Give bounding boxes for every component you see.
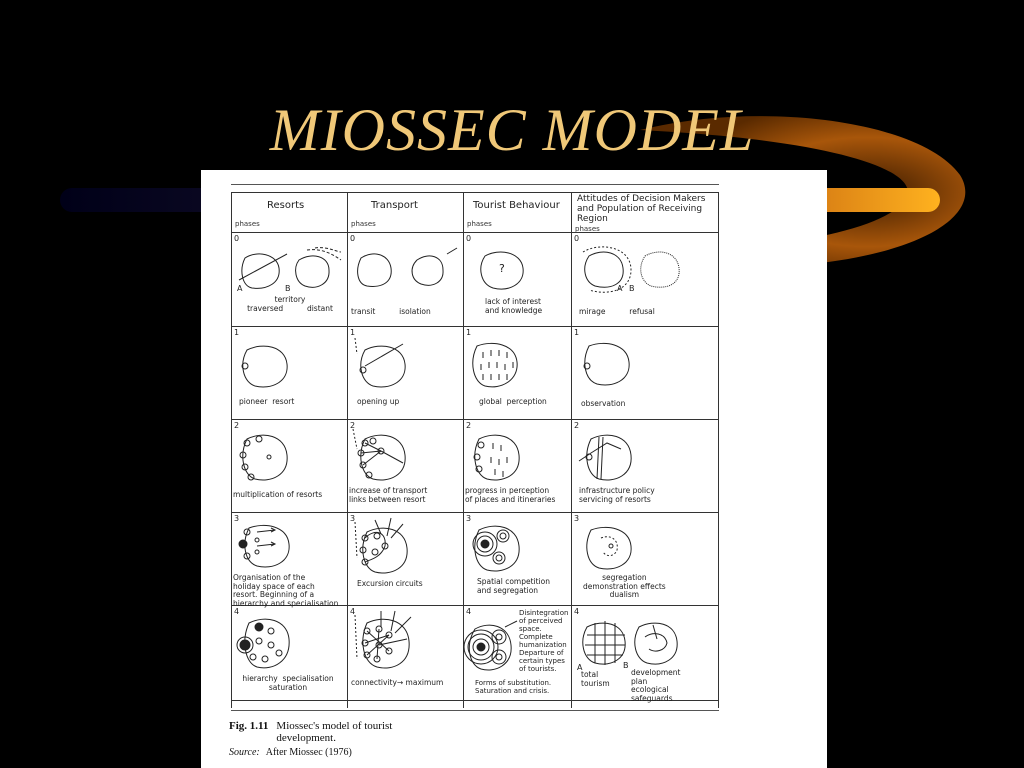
cell-caption: progress in perception of places and itineraries [465,486,556,504]
island-sketch [477,248,537,294]
label-b: B [285,284,291,293]
island-sketch [237,431,297,485]
island-sketch [581,524,641,574]
header-tourist-behaviour: Tourist Behaviour [473,200,560,211]
cell-caption: territory traversed distant [247,295,333,313]
island-sketch [351,518,421,578]
label-b: B [623,661,629,670]
cell-caption: infrastructure policy servicing of resorts [579,486,655,504]
cell-attitudes-0 [571,232,718,326]
island-sketch [235,615,305,673]
cell-caption: pioneer resort [239,397,295,406]
label-a: A [617,284,623,293]
cell-resorts-0 [231,232,347,326]
cell-tourist-0 [463,232,571,326]
phase-number: 2 [466,421,472,430]
phase-number: 3 [466,514,472,523]
phase-number: 0 [574,234,580,243]
cell-transport-3 [347,512,463,605]
island-sketch [577,431,647,485]
cell-resorts-4 [231,605,347,700]
phase-number: 1 [234,328,240,337]
header-resorts: Resorts [267,200,305,211]
cell-attitudes-4 [571,605,718,703]
cell-caption: lack of interest and knowledge [485,297,543,315]
cell-transport-0 [347,232,463,326]
phases-label: phases [235,220,260,228]
cell-caption: mirage refusal [579,307,655,316]
island-sketch [467,522,537,576]
question-mark: ? [499,262,505,275]
cell-attitudes-1 [571,326,718,419]
cell-resorts-3 [231,512,347,608]
phase-number: 4 [234,607,240,616]
cell-resorts-2 [231,419,347,512]
cell-caption-secondary: development plan ecological safeguards [631,668,681,703]
island-sketch [353,248,457,298]
label-a: A [577,663,583,672]
cell-caption: Organisation of the holiday space of each resort. Beginning of a hierarchy and specialisation [233,573,339,608]
cell-caption: connectivity→ maximum [351,678,444,687]
phase-number: 1 [466,328,472,337]
cell-transport-4 [347,605,463,700]
island-sketch [581,340,641,390]
phases-label: phases [467,220,492,228]
phases-label: phases [575,225,600,233]
label-b: B [629,284,635,293]
cell-tourist-3 [463,512,571,605]
phase-number: 0 [234,234,240,243]
source-text: After Miossec (1976) [265,747,352,758]
island-sketch [469,340,529,392]
cell-transport-1 [347,326,463,419]
phase-number: 3 [234,514,240,523]
cell-attitudes-3 [571,512,718,605]
figure-source [229,747,352,758]
label-a: A [237,284,243,293]
phase-number: 1 [350,328,356,337]
figure-number: Fig. 1.11 [229,720,269,732]
cell-resorts-1 [231,326,347,419]
figure-caption [229,720,392,744]
cell-caption: global perception [479,397,547,406]
phase-number: 4 [350,607,356,616]
cell-caption: Disintegration of perceived space. Complete humanization Departure of certain types of tourists. [519,609,569,674]
cell-caption: Excursion circuits [357,579,423,588]
phase-number: 4 [466,607,472,616]
island-sketch [351,609,431,673]
figure-panel [201,170,827,768]
cell-tourist-4 [463,605,571,700]
phase-number: 2 [350,421,356,430]
source-label: Source: [229,747,260,758]
island-sketch [469,431,529,485]
cell-caption: opening up [357,397,400,406]
cell-caption: segregation demonstration effects dualism [583,573,666,600]
cell-caption: multiplication of resorts [233,490,323,499]
island-sketch [353,336,423,392]
figure-caption-text: Miossec's model of tourist development. [276,720,393,744]
header-attitudes: Attitudes of Decision Makers and Population of Receiving Region [577,194,706,224]
phase-number: 3 [574,514,580,523]
cell-caption: observation [581,399,626,408]
island-sketch [579,619,689,671]
phase-number: 0 [466,234,472,243]
island-sketch [235,522,315,574]
island-sketch [465,619,521,675]
cell-caption: transit isolation [351,307,431,316]
cell-tourist-2 [463,419,571,512]
cell-caption: hierarchy specialisation saturation [242,674,334,692]
phase-number: 1 [574,328,580,337]
island-sketch [239,342,299,392]
header-transport: Transport [371,200,418,211]
phase-number: 2 [234,421,240,430]
phase-number: 4 [574,607,580,616]
cell-caption-secondary: Forms of substitution. Saturation and crisis. [475,679,552,696]
miossec-grid [231,192,719,708]
cell-caption: increase of transport links between resort [349,486,428,504]
slide-title: MIOSSEC MODEL [269,97,755,163]
phase-number: 2 [574,421,580,430]
cell-caption: Spatial competition and segregation [477,577,550,595]
island-sketch [351,429,421,485]
phases-label: phases [351,220,376,228]
phase-number: 0 [350,234,356,243]
cell-caption: total tourism [581,670,610,688]
cell-tourist-1 [463,326,571,419]
cell-transport-2 [347,419,463,512]
cell-attitudes-2 [571,419,718,512]
phase-number: 3 [350,514,356,523]
